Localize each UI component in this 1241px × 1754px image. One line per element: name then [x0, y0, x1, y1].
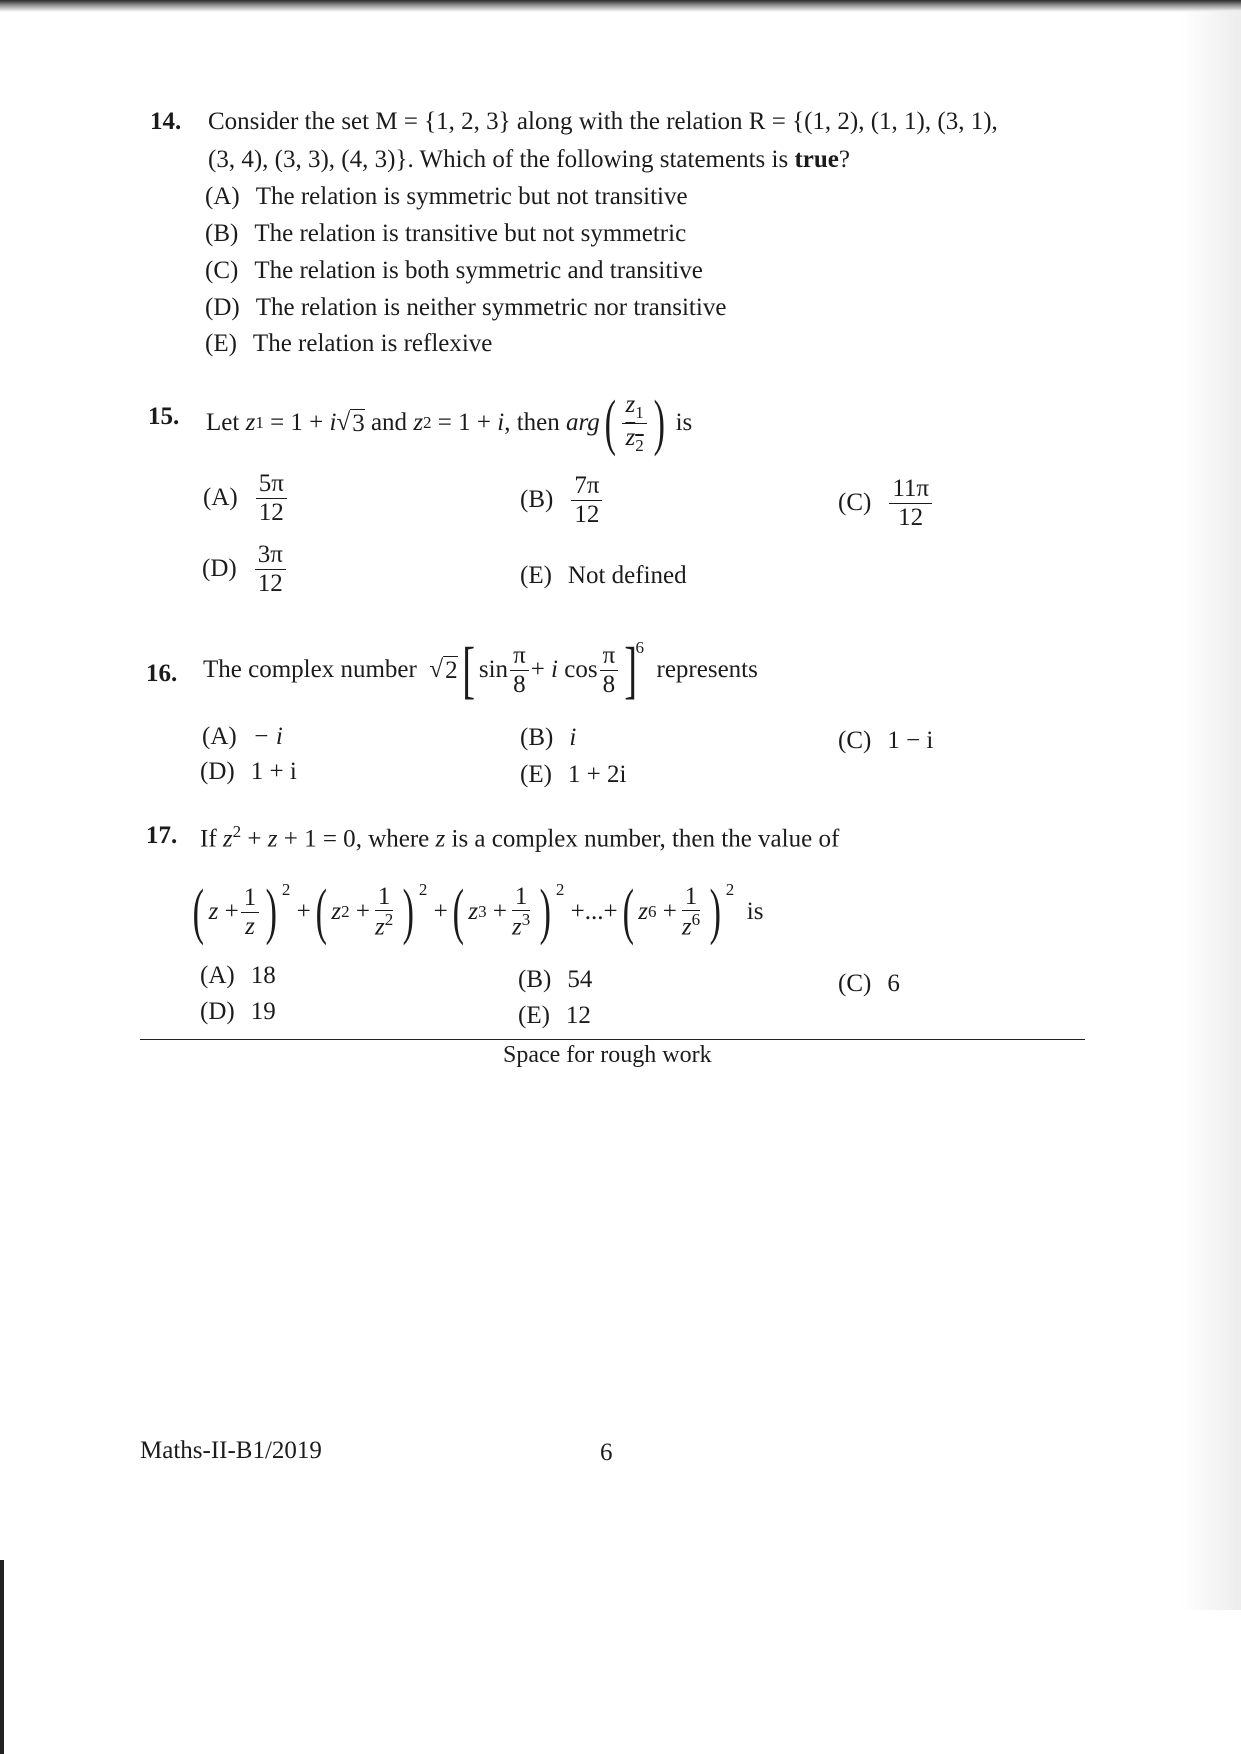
stem-text: is: [675, 409, 693, 436]
question-stem: Let z 1 = 1 + i √ 3 and z 2 = 1 + i , then arg ( $\frac{z_1}{z_2}$ ) is: [206, 389, 693, 457]
stem-text: then: [516, 409, 560, 436]
question-number: 16.: [146, 660, 178, 687]
option-label: (C): [838, 489, 872, 516]
stem-text: If: [200, 825, 217, 853]
option-label: (C): [838, 970, 872, 997]
option-a: [200, 962, 276, 990]
option-label: (D): [200, 998, 235, 1025]
stem-text: is: [746, 898, 764, 925]
option-denominator: 12: [574, 500, 600, 528]
option-text: 6: [887, 970, 900, 997]
option-c: [205, 257, 703, 285]
option-text: − i: [252, 723, 283, 750]
option-label: (D): [200, 758, 235, 785]
option-text: 18: [250, 962, 276, 989]
option-b: [520, 724, 576, 752]
question-stem-line2: [208, 146, 850, 174]
stem-text: The complex number: [203, 656, 417, 683]
page-number: 6: [600, 1439, 613, 1466]
option-label: (E): [520, 562, 552, 589]
option-label: (A): [203, 484, 238, 511]
option-b: [205, 220, 686, 248]
question-number: 14.: [150, 108, 182, 135]
option-e: [205, 330, 492, 358]
paper-code: Maths-II-B1/2019: [140, 1437, 322, 1464]
option-text: 1 + 2i: [567, 761, 627, 788]
option-a: [205, 183, 688, 211]
option-text: 1 + i: [250, 758, 297, 785]
rough-work-divider: [140, 1039, 1085, 1040]
rough-work-label: Space for rough work: [503, 1042, 712, 1068]
question-stem: The complex number √ 2 [ sin $\frac{\pi}{8}$ + i cos $\frac{\pi}{8}$ ] 6 represents: [203, 634, 758, 705]
option-b: [518, 966, 592, 994]
option-text: The relation is transitive but not symmetric: [254, 220, 687, 247]
question-stem-line1: If $z^2 + z + 1 = 0$, where z is a complex number, then the value of: [200, 822, 840, 853]
option-label: (B): [205, 220, 239, 247]
option-b: [520, 472, 604, 528]
stem-bold-word: true: [794, 146, 839, 173]
option-text: The relation is both symmetric and transitive: [254, 257, 703, 284]
option-label: (C): [205, 257, 239, 284]
stem-text: represents: [656, 656, 758, 683]
stem-text: and: [370, 409, 408, 436]
option-text: 19: [250, 998, 276, 1025]
option-d: [200, 758, 297, 786]
question-expression: ( z + $\frac{1}{z}$ ) 2 + ( z 2 + $\frac{1}{z^2}$ ) 2 + ( z 3 + $\frac{1}{z^3}$ ) 2 +...+ ( z 6 + $\frac{1}{z^6}$ ) 2 is: [192, 878, 764, 946]
option-label: (D): [202, 555, 237, 582]
option-text: i: [569, 724, 577, 751]
option-d: [200, 998, 276, 1026]
option-d: [202, 541, 288, 597]
option-e: [520, 562, 687, 590]
question-stem-line1: Consider the set M = {1, 2, 3} along with the relation R = {(1, 2), (1, 1), (3, 1),: [208, 108, 998, 135]
question-number: 15.: [148, 403, 180, 430]
option-text: The relation is neither symmetric nor transitive: [255, 294, 727, 321]
option-a: [203, 470, 289, 526]
stem-text: , where: [355, 825, 430, 853]
option-text: Not defined: [567, 562, 687, 589]
option-text: 12: [565, 1002, 591, 1029]
stem-text-end: ?: [838, 146, 850, 173]
option-label: (A): [200, 962, 235, 989]
option-e: [520, 761, 626, 789]
question-number: 17.: [146, 822, 178, 849]
option-label: (B): [520, 486, 554, 513]
option-text: 1 − i: [887, 727, 934, 754]
option-c: [838, 475, 934, 531]
option-text: The relation is symmetric but not transitive: [255, 183, 688, 210]
option-label: (B): [520, 724, 554, 751]
option-label: (A): [205, 183, 240, 210]
page-left-edge: [0, 1560, 4, 1754]
page-top-edge: [0, 0, 1241, 12]
z1-over-z2-bar: $\frac{z_1}{z_2}$: [622, 391, 646, 455]
option-numerator: 11π: [889, 475, 932, 504]
option-numerator: 5π: [256, 470, 287, 499]
option-d: [205, 294, 726, 322]
option-label: (D): [205, 294, 240, 321]
option-numerator: 3π: [255, 541, 286, 570]
option-c: [838, 970, 900, 998]
option-numerator: 7π: [571, 472, 602, 501]
stem-text: (3, 4), (3, 3), (4, 3)}. Which of the following statements is: [208, 146, 795, 173]
option-a: [202, 723, 283, 751]
option-denominator: 12: [898, 503, 924, 531]
option-label: (E): [520, 761, 552, 788]
option-e: [518, 1002, 591, 1030]
option-label: (E): [205, 330, 237, 357]
option-denominator: 12: [257, 569, 283, 597]
option-denominator: 12: [258, 498, 284, 526]
stem-text: is a complex number, then the value of: [451, 825, 840, 853]
option-label: (A): [202, 723, 237, 750]
option-c: [838, 727, 933, 755]
option-label: (E): [518, 1002, 550, 1029]
stem-text: Let: [206, 409, 240, 436]
option-text: 54: [567, 966, 593, 993]
option-label: (C): [838, 727, 872, 754]
option-text: The relation is reflexive: [252, 330, 493, 357]
page-right-shadow: [1181, 10, 1241, 1610]
option-label: (B): [518, 966, 552, 993]
